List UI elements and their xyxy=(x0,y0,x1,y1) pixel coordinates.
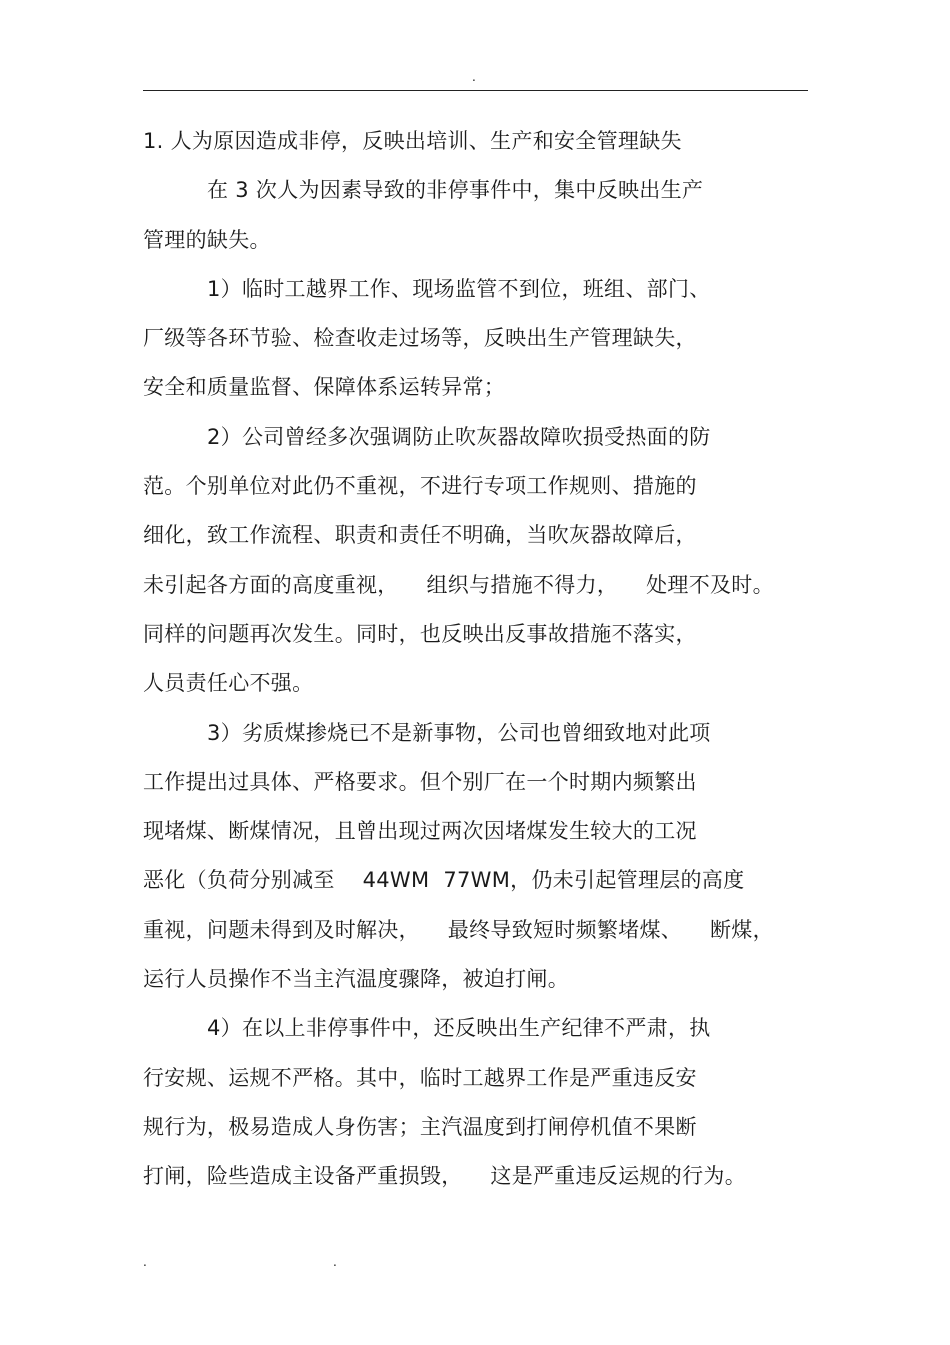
paragraph-line: 行安规、运规不严格。其中，临时工越界工作是严重违反安 xyxy=(143,1065,697,1090)
paragraph-line: 人员责任心不强。 xyxy=(143,671,314,696)
header-mark: . xyxy=(472,70,476,84)
paragraph-line: 运行人员操作不当主汽温度骤降，被迫打闸。 xyxy=(143,967,569,992)
paragraph-line: 2）公司曾经多次强调防止吹灰器故障吹损受热面的防 xyxy=(207,424,711,449)
paragraph-line: 在 3 次人为因素导致的非停事件中，集中反映出生产 xyxy=(207,178,704,203)
paragraph-line: 工作提出过具体、严格要求。但个别厂在一个时期内频繁出 xyxy=(143,769,697,794)
paragraph-line: 规行为，极易造成人身伤害；主汽温度到打闸停机值不果断 xyxy=(143,1114,697,1139)
paragraph-line: 1）临时工越界工作、现场监管不到位，班组、部门、 xyxy=(207,276,711,301)
paragraph-line: 细化，致工作流程、职责和责任不明确，当吹灰器故障后， xyxy=(143,523,697,548)
footer-mark-right: . xyxy=(333,1255,337,1269)
footer-mark-left: . xyxy=(143,1255,147,1269)
paragraph-line: 管理的缺失。 xyxy=(143,227,271,252)
paragraph-line: 重视，问题未得到及时解决， 最终导致短时频繁堵煤、 断煤， xyxy=(143,917,774,942)
paragraph-line: 未引起各方面的高度重视， 组织与措施不得力， 处理不及时。 xyxy=(143,572,774,597)
paragraph-line: 范。个别单位对此仍不重视，不进行专项工作规则、措施的 xyxy=(143,474,697,499)
paragraph-line: 厂级等各环节验、检查收走过场等，反映出生产管理缺失， xyxy=(143,326,697,351)
document-body xyxy=(143,117,808,1202)
paragraph-line: 4）在以上非停事件中，还反映出生产纪律不严肃，执 xyxy=(207,1016,711,1041)
section-heading: 1. 人为原因造成非停，反映出培训、生产和安全管理缺失 xyxy=(143,129,682,153)
header-rule xyxy=(143,90,808,91)
paragraph-line: 打闸，险些造成主设备严重损毁， 这是严重违反运规的行为。 xyxy=(143,1164,746,1189)
paragraph-line: 恶化（负荷分别减至 44WM 77WM，仍未引起管理层的高度 xyxy=(143,868,745,893)
paragraph-line: 3）劣质煤掺烧已不是新事物，公司也曾细致地对此项 xyxy=(207,720,711,745)
paragraph-line: 安全和质量监督、保障体系运转异常； xyxy=(143,375,506,400)
paragraph-line: 同样的问题再次发生。同时，也反映出反事故措施不落实， xyxy=(143,621,697,646)
paragraph-line: 现堵煤、断煤情况，且曾出现过两次因堵煤发生较大的工况 xyxy=(143,819,697,844)
